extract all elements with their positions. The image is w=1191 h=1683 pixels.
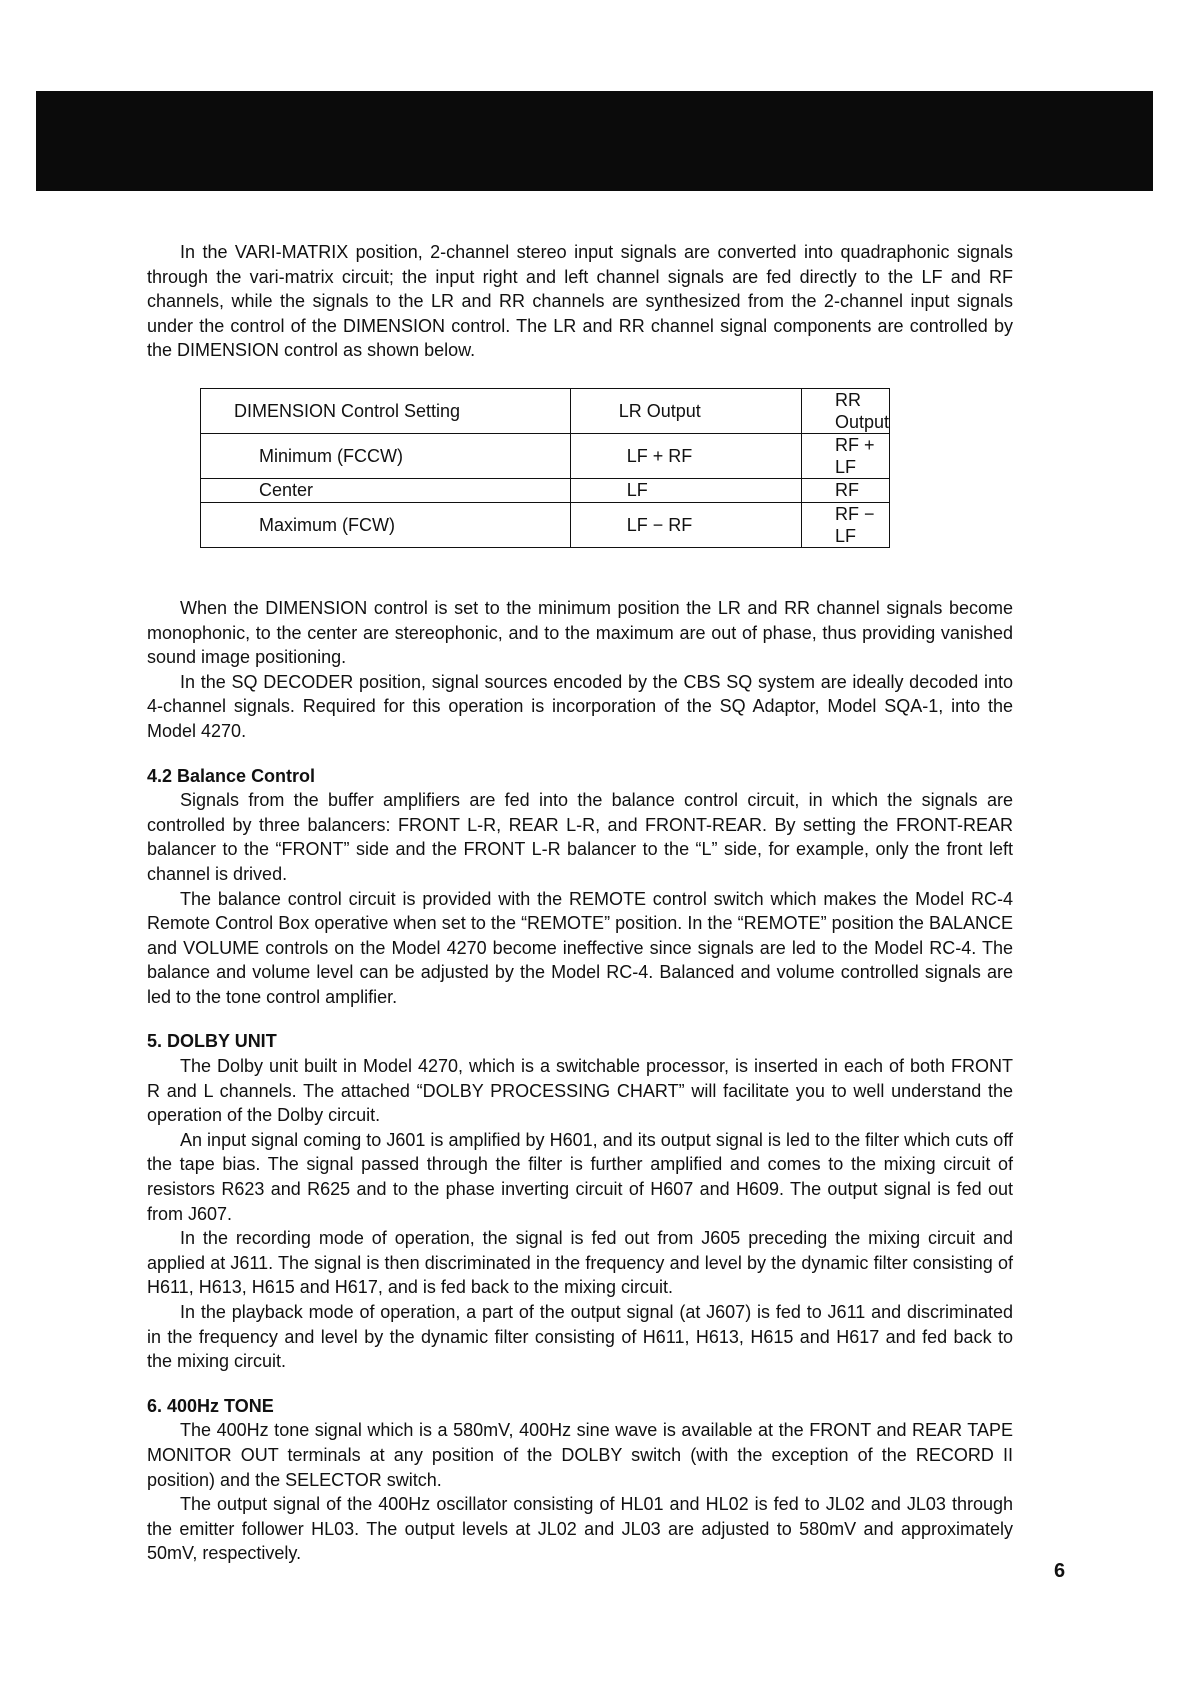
balance-control-heading: 4.2 Balance Control (147, 765, 316, 786)
dolby-input-paragraph: An input signal coming to J601 is amplified by H601, and its output signal is led to the filter which cuts off the tape bias. The signal passed through the filter is further amplified and comes to the mixing circuit of resistors R623 and R625 and to the phase inverting circuit of H607 and H609. The output signal is fed out from J607. (147, 1129, 1013, 1224)
table-cell: Minimum (FCCW) (201, 433, 571, 478)
dolby-playback-paragraph: In the playback mode of operation, a part of the output signal (at J607) is fed to J611 and discriminated in the frequency and level by the dynamic filter consisting of H611, H613, H615 and H617 and fed back to the mixing circuit. (147, 1302, 1013, 1372)
page-content (147, 240, 1013, 1566)
balance-remote-paragraph: The balance control circuit is provided with the REMOTE control switch which makes the Model RC-4 Remote Control Box operative when set to the “REMOTE” position. In the “REMOTE” position the BALANCE and VOLUME controls on the Model 4270 become ineffective since signals are led to the Model RC-4. The balance and volume level can be adjusted by the Model RC-4. Balanced and volume controlled signals are led to the tone control amplifier. (147, 888, 1013, 1007)
dimension-table (200, 388, 890, 548)
page-number: 6 (1054, 1560, 1066, 1582)
table-cell: LF + RF (570, 433, 801, 478)
table-cell: Maximum (FCW) (201, 502, 571, 547)
table-cell: LF − RF (570, 502, 801, 547)
table-cell: RF (801, 478, 889, 502)
header-band (36, 91, 1153, 191)
table-cell: RF − LF (801, 502, 889, 547)
table-row (201, 433, 890, 478)
table-header-cell: LR Output (570, 388, 801, 433)
table-row (201, 478, 890, 502)
table-header-cell: RR Output (801, 388, 889, 433)
balance-paragraph: Signals from the buffer amplifiers are fed into the balance control circuit, in which the signals are controlled by three balancers: FRONT L-R, REAR L-R, and FRONT-REAR. By setting the FRONT-REAR balancer to the “FRONT” side and the FRONT L-R balancer to the “L” side, for example, only the front left channel is drived. (147, 790, 1013, 884)
dolby-unit-heading: 5. DOLBY UNIT (147, 1031, 277, 1052)
tone-heading: 6. 400Hz TONE (147, 1395, 274, 1416)
table-header-cell: DIMENSION Control Setting (201, 388, 571, 433)
sq-decoder-paragraph: In the SQ DECODER position, signal sources encoded by the CBS SQ system are ideally decoded into 4-channel signals. Required for this operation is incorporation of the SQ Adaptor, Model SQA-1, into the Model 4270. (147, 671, 1013, 741)
intro-paragraph: In the VARI-MATRIX position, 2-channel stereo input signals are converted into quadraphonic signals through the vari-matrix circuit; the input right and left channel signals are fed directly to the LF and RF channels, while the signals to the LR and RR channels are synthesized from the 2-channel input signals under the control of the DIMENSION control. The LR and RR channel signal components are controlled by the DIMENSION control as shown below. (147, 242, 1013, 361)
table-cell: Center (201, 478, 571, 502)
table-cell: RF + LF (801, 433, 889, 478)
dimension-explanation-paragraph: When the DIMENSION control is set to the minimum position the LR and RR channel signals become monophonic, to the center are stereophonic, and to the maximum are out of phase, thus providing vanished sound image positioning. (147, 597, 1013, 668)
table-row (201, 502, 890, 547)
dolby-recording-paragraph: In the recording mode of operation, the signal is fed out from J605 preceding the mixing circuit and applied at J611. The signal is then discriminated in the frequency and level by the dynamic filter consisting of H611, H613, H615 and H617, and is fed back to the mixing circuit. (147, 1228, 1013, 1298)
table-cell: LF (570, 478, 801, 502)
dolby-paragraph: The Dolby unit built in Model 4270, which is a switchable processor, is inserted in each of both FRONT R and L channels. The attached “DOLBY PROCESSING CHART” will facilitate you to well understand the operation of the Dolby circuit. (147, 1056, 1013, 1126)
tone-paragraph: The 400Hz tone signal which is a 580mV, 400Hz sine wave is available at the FRONT and REAR TAPE MONITOR OUT terminals at any position of the DOLBY switch (with the exception of the RECORD II position) and the SELECTOR switch. (147, 1420, 1013, 1490)
tone-oscillator-paragraph: The output signal of the 400Hz oscillator consisting of HL01 and HL02 is fed to JL02 and JL03 through the emitter follower HL03. The output levels at JL02 and JL03 are adjusted to 580mV and approximately 50mV, respectively. (147, 1494, 1013, 1564)
table-header-row (201, 388, 890, 433)
